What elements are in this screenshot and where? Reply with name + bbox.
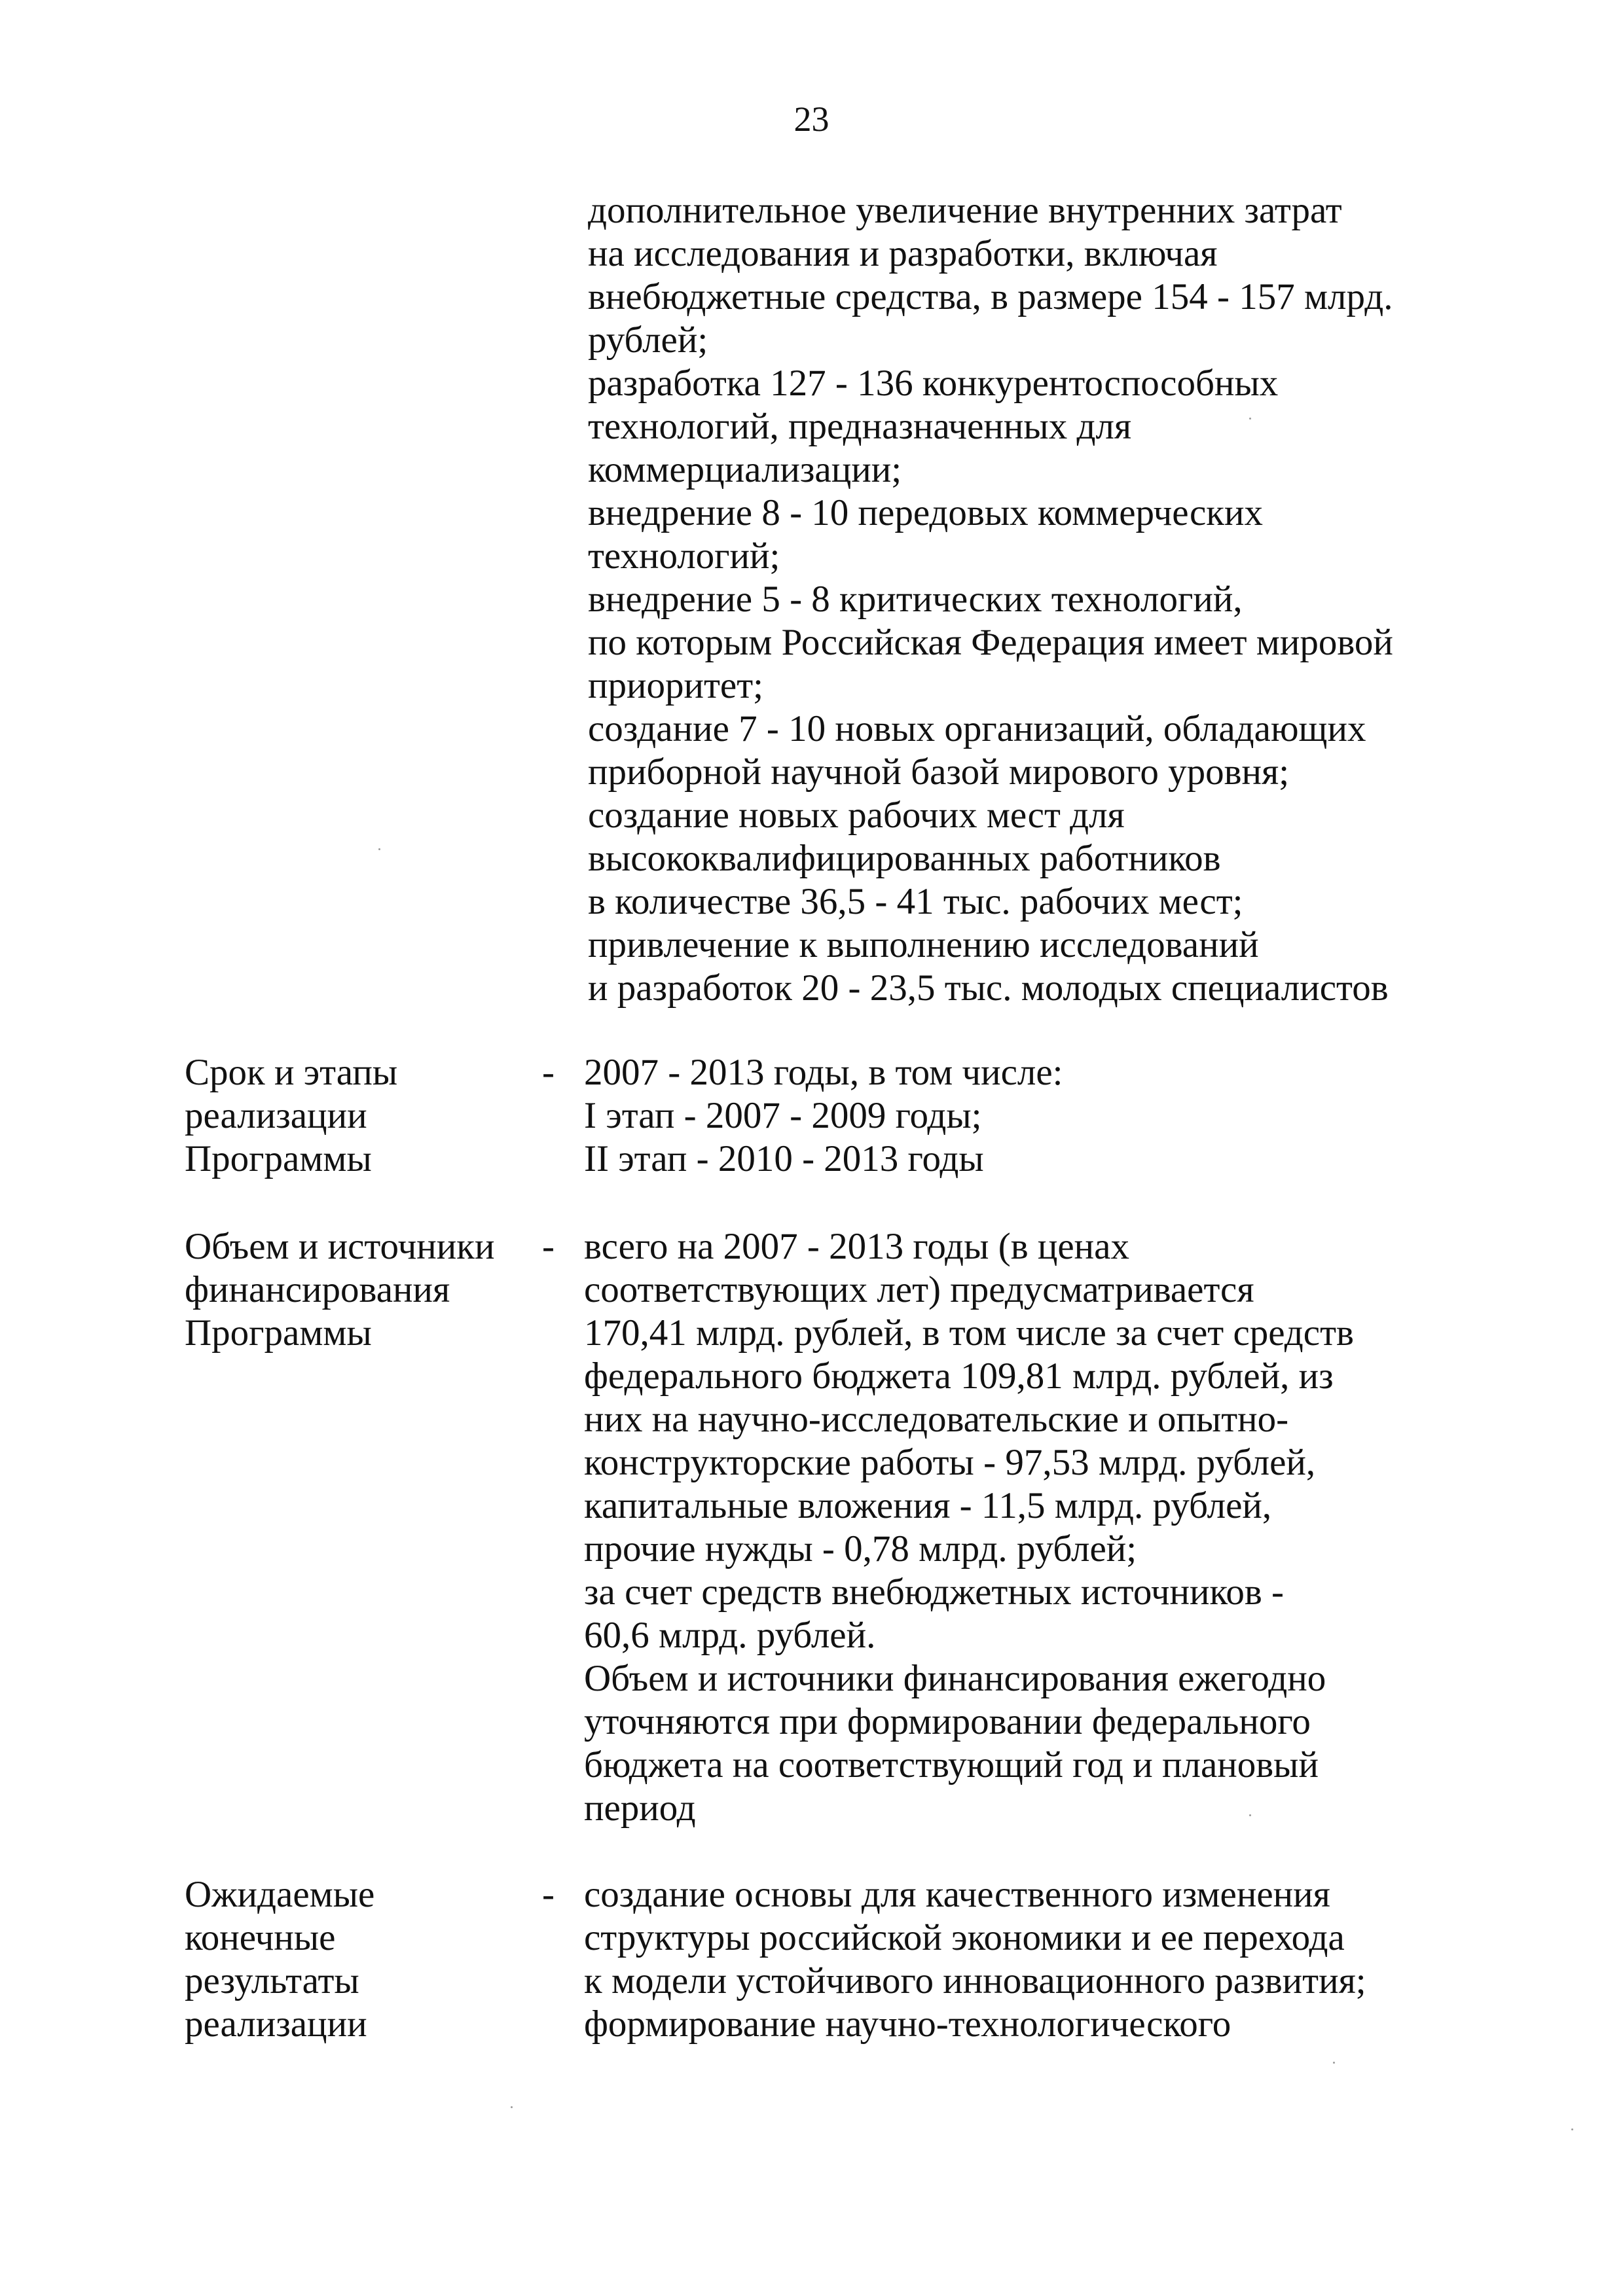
intro-line: коммерциализации; <box>588 449 902 490</box>
scan-speck <box>1571 2128 1573 2130</box>
funding-content-line: капитальные вложения - 11,5 млрд. рублей, <box>584 1485 1272 1526</box>
term-content-line: I этап - 2007 - 2009 годы; <box>584 1095 982 1136</box>
page-number: 23 <box>793 99 830 139</box>
funding-content-line: прочие нужды - 0,78 млрд. рублей; <box>584 1528 1137 1570</box>
intro-line: внебюджетные средства, в размере 154 - 157 млрд. <box>588 276 1393 317</box>
funding-content-line: всего на 2007 - 2013 годы (в ценах <box>584 1226 1129 1267</box>
intro-line: на исследования и разработки, включая <box>588 233 1218 274</box>
term-dash: - <box>542 1052 555 1093</box>
intro-line: внедрение 8 - 10 передовых коммерческих <box>588 492 1263 533</box>
term-content <box>584 1051 1063 1181</box>
intro-line: дополнительное увеличение внутренних затрат <box>588 190 1342 231</box>
funding-label <box>185 1225 494 1355</box>
term-label <box>185 1051 397 1181</box>
scan-speck <box>1249 418 1251 420</box>
funding-content-line: соответствующих лет) предусматривается <box>584 1269 1254 1310</box>
results-content-line: создание основы для качественного изменения <box>584 1874 1330 1915</box>
funding-content-line: 170,41 млрд. рублей, в том числе за счет средств <box>584 1312 1354 1354</box>
funding-dash: - <box>542 1226 555 1267</box>
intro-line: внедрение 5 - 8 критических технологий, <box>588 579 1243 620</box>
funding-label-line: Программы <box>185 1312 372 1354</box>
funding-content-line: 60,6 млрд. рублей. <box>584 1615 876 1656</box>
results-label-line: Ожидаемые <box>185 1874 375 1915</box>
intro-text-block <box>588 189 1393 1010</box>
intro-line: высококвалифицированных работников <box>588 838 1221 879</box>
intro-line: технологий; <box>588 535 780 577</box>
scan-speck <box>378 848 380 850</box>
intro-line: создание новых рабочих мест для <box>588 795 1125 836</box>
results-label <box>185 1873 374 2046</box>
scan-speck <box>1249 1814 1251 1816</box>
funding-content-line: конструкторские работы - 97,53 млрд. рублей, <box>584 1442 1316 1483</box>
results-dash: - <box>542 1874 555 1915</box>
results-label-line: результаты <box>185 1960 359 2001</box>
intro-line: приборной научной базой мирового уровня; <box>588 751 1290 793</box>
funding-label-line: Объем и источники <box>185 1226 495 1267</box>
intro-line: и разработок 20 - 23,5 тыс. молодых специалистов <box>588 967 1389 1009</box>
intro-line: рублей; <box>588 319 708 361</box>
funding-content-line: бюджета на соответствующий год и плановый <box>584 1744 1319 1785</box>
intro-line: разработка 127 - 136 конкурентоспособных <box>588 363 1279 404</box>
funding-label-line: финансирования <box>185 1269 450 1310</box>
term-label-line: Программы <box>185 1138 372 1179</box>
intro-line: привлечение к выполнению исследований <box>588 924 1259 965</box>
funding-content-line: период <box>584 1787 696 1829</box>
intro-line: технологий, предназначенных для <box>588 406 1132 447</box>
term-label-line: реализации <box>185 1095 367 1136</box>
term-label-line: Срок и этапы <box>185 1052 398 1093</box>
results-label-line: конечные <box>185 1917 336 1958</box>
funding-content-line: уточняются при формировании федерального <box>584 1701 1311 1742</box>
results-content-line: структуры российской экономики и ее перехода <box>584 1917 1345 1958</box>
results-content <box>584 1873 1366 2046</box>
results-content-line: к модели устойчивого инновационного развития; <box>584 1960 1366 2001</box>
results-label-line: реализации <box>185 2003 367 2045</box>
results-content-line: формирование научно-технологического <box>584 2003 1231 2045</box>
funding-content-line: них на научно-исследовательские и опытно- <box>584 1399 1289 1440</box>
term-content-line: II этап - 2010 - 2013 годы <box>584 1138 984 1179</box>
intro-line: создание 7 - 10 новых организаций, обладающих <box>588 708 1366 749</box>
scan-speck <box>1333 2062 1335 2064</box>
intro-line: приоритет; <box>588 665 763 706</box>
funding-content <box>584 1225 1354 1830</box>
scan-speck <box>511 2106 513 2108</box>
intro-line: в количестве 36,5 - 41 тыс. рабочих мест; <box>588 881 1243 922</box>
funding-content-line: Объем и источники финансирования ежегодно <box>584 1658 1326 1699</box>
funding-content-line: федерального бюджета 109,81 млрд. рублей, из <box>584 1355 1334 1397</box>
funding-content-line: за счет средств внебюджетных источников - <box>584 1571 1284 1613</box>
term-content-line: 2007 - 2013 годы, в том числе: <box>584 1052 1063 1093</box>
intro-line: по которым Российская Федерация имеет мировой <box>588 622 1393 663</box>
